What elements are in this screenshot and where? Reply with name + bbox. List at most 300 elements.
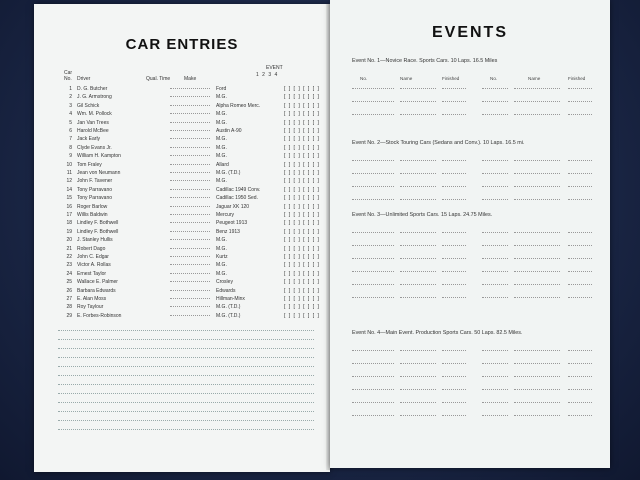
table-row bbox=[62, 253, 320, 261]
page-title: CAR ENTRIES bbox=[125, 36, 239, 53]
blank-line bbox=[58, 367, 314, 376]
event-checkboxes: [ ] [ ] [ ] [ ] bbox=[284, 287, 320, 294]
event-result-line bbox=[568, 199, 592, 200]
event-result-line bbox=[514, 173, 560, 174]
event-checkboxes: [ ] [ ] [ ] [ ] bbox=[284, 237, 320, 244]
car-number: 29 bbox=[66, 312, 72, 319]
event-result-line bbox=[442, 376, 466, 377]
table-row bbox=[62, 278, 320, 286]
event-result-line bbox=[352, 88, 394, 89]
event-result-line bbox=[442, 258, 466, 259]
car-make: M.G. (T.D.) bbox=[216, 304, 241, 311]
table-row bbox=[62, 110, 320, 118]
event-result-line bbox=[514, 376, 560, 377]
car-number: 3 bbox=[69, 102, 72, 109]
qual-time-blank bbox=[170, 155, 210, 156]
qual-time-blank bbox=[170, 197, 210, 198]
event-result-line bbox=[514, 402, 560, 403]
event-result-line bbox=[442, 402, 466, 403]
table-row bbox=[62, 144, 320, 152]
events-page bbox=[330, 0, 610, 468]
car-number: 14 bbox=[66, 186, 72, 193]
event-result-line bbox=[442, 88, 466, 89]
car-make: Ford bbox=[216, 86, 227, 92]
event-result-line bbox=[442, 199, 466, 200]
event-result-line bbox=[352, 297, 394, 298]
car-make: M.G. (T.D.) bbox=[216, 170, 241, 176]
car-make: Hillman-Minx bbox=[216, 296, 245, 302]
col-make: Make bbox=[184, 76, 197, 82]
car-make: M.G. bbox=[216, 237, 227, 244]
event-result-line bbox=[514, 271, 560, 272]
car-number: 2 bbox=[69, 94, 72, 101]
table-row bbox=[62, 303, 320, 311]
event-heading: Event No. 4—Main Event. Production Sports Cars. 50 Laps. 82.5 Miles. bbox=[352, 330, 523, 336]
event-result-line bbox=[400, 199, 436, 200]
event-result-line bbox=[482, 258, 508, 259]
qual-time-blank bbox=[170, 222, 210, 223]
event-result-line bbox=[352, 350, 394, 351]
event-heading: Event No. 1—Novice Race. Sports Cars. 10 Laps. 16.5 Miles bbox=[352, 58, 498, 64]
car-make: M.G. bbox=[216, 119, 227, 126]
table-row bbox=[62, 295, 320, 303]
blank-entry-lines bbox=[58, 322, 314, 430]
event-result-line bbox=[352, 363, 394, 364]
event-result-line bbox=[442, 186, 466, 187]
event-result-line bbox=[568, 376, 592, 377]
event-column-header: No. bbox=[490, 76, 498, 81]
blank-line bbox=[58, 331, 314, 340]
event-result-line bbox=[514, 297, 560, 298]
event-checkboxes: [ ] [ ] [ ] [ ] bbox=[284, 161, 320, 168]
car-number: 15 bbox=[66, 195, 72, 202]
qual-time-blank bbox=[170, 172, 210, 173]
car-number: 21 bbox=[66, 245, 72, 252]
event-checkboxes: [ ] [ ] [ ] [ ] bbox=[284, 296, 320, 302]
qual-time-blank bbox=[170, 281, 210, 282]
driver-name: Gil Schick bbox=[77, 102, 100, 109]
event-result-line bbox=[568, 88, 592, 89]
event-checkboxes: [ ] [ ] [ ] [ ] bbox=[284, 262, 320, 269]
car-make: Cadillac 1950 Sed. bbox=[216, 195, 258, 202]
col-event: EVENT bbox=[266, 65, 283, 71]
car-make: Mercury bbox=[216, 212, 235, 218]
car-number: 16 bbox=[66, 203, 72, 210]
car-make: Crosley bbox=[216, 279, 233, 286]
driver-name: E. Forbes-Robinson bbox=[77, 312, 122, 319]
event-checkboxes: [ ] [ ] [ ] [ ] bbox=[284, 178, 320, 185]
driver-name: Clyde Evans Jr. bbox=[77, 144, 112, 151]
table-row bbox=[62, 287, 320, 295]
table-row bbox=[62, 261, 320, 269]
qual-time-blank bbox=[170, 180, 210, 181]
event-result-line bbox=[514, 199, 560, 200]
event-result-line bbox=[400, 297, 436, 298]
blank-line bbox=[58, 340, 314, 349]
event-checkboxes: [ ] [ ] [ ] [ ] bbox=[284, 86, 320, 92]
event-result-line bbox=[352, 245, 394, 246]
driver-name: Victor A. Rollas bbox=[77, 262, 111, 269]
driver-name: Lindley F. Bothwell bbox=[77, 220, 119, 227]
event-result-line bbox=[400, 245, 436, 246]
event-checkboxes: [ ] [ ] [ ] [ ] bbox=[284, 136, 320, 143]
event-result-line bbox=[400, 173, 436, 174]
table-row bbox=[62, 177, 320, 185]
event-result-line bbox=[442, 363, 466, 364]
qual-time-blank bbox=[170, 122, 210, 123]
event-result-line bbox=[352, 258, 394, 259]
col-car: Car bbox=[64, 70, 73, 76]
driver-name: J. G. Armstrong bbox=[77, 94, 112, 101]
event-result-line bbox=[482, 297, 508, 298]
event-result-line bbox=[352, 232, 394, 233]
event-checkboxes: [ ] [ ] [ ] [ ] bbox=[284, 245, 320, 252]
event-result-line bbox=[514, 114, 560, 115]
event-result-line bbox=[482, 199, 508, 200]
car-number: 5 bbox=[69, 119, 72, 126]
car-number: 10 bbox=[66, 161, 72, 168]
event-heading: Event No. 3—Unlimited Sports Cars. 15 Laps. 24.75 Miles. bbox=[352, 212, 493, 218]
car-number: 18 bbox=[66, 220, 72, 227]
event-checkboxes: [ ] [ ] [ ] [ ] bbox=[284, 203, 320, 210]
table-row bbox=[62, 312, 320, 320]
qual-time-blank bbox=[170, 130, 210, 131]
event-result-line bbox=[400, 101, 436, 102]
car-make: M.G. bbox=[216, 94, 227, 101]
col-qual-time: Qual. Time bbox=[146, 76, 171, 82]
qual-time-blank bbox=[170, 96, 210, 97]
qual-time-blank bbox=[170, 189, 210, 190]
event-result-line bbox=[568, 350, 592, 351]
car-make: Alpha Romeo Merc. bbox=[216, 102, 261, 109]
event-result-line bbox=[352, 389, 394, 390]
table-row bbox=[62, 135, 320, 143]
event-column-header: Name bbox=[400, 76, 413, 81]
event-result-line bbox=[442, 114, 466, 115]
event-result-line bbox=[482, 389, 508, 390]
blank-line bbox=[58, 376, 314, 385]
car-make: Kurtz bbox=[216, 254, 228, 260]
driver-name: Tony Parravano bbox=[77, 186, 113, 193]
event-result-line bbox=[442, 160, 466, 161]
table-row bbox=[62, 169, 320, 177]
event-result-line bbox=[442, 415, 466, 416]
event-result-line bbox=[482, 271, 508, 272]
car-number: 23 bbox=[66, 262, 72, 269]
car-make: M.G. bbox=[216, 270, 227, 277]
event-result-line bbox=[482, 350, 508, 351]
qual-time-blank bbox=[170, 264, 210, 265]
event-result-line bbox=[442, 284, 466, 285]
driver-name: Jan Van Trees bbox=[77, 119, 109, 126]
qual-time-blank bbox=[170, 147, 210, 148]
table-row bbox=[62, 228, 320, 236]
event-result-line bbox=[482, 114, 508, 115]
table-row bbox=[62, 85, 320, 93]
car-number: 24 bbox=[66, 270, 72, 277]
car-number: 20 bbox=[66, 237, 72, 244]
table-row bbox=[62, 161, 320, 169]
event-result-line bbox=[514, 186, 560, 187]
event-result-line bbox=[568, 284, 592, 285]
car-make: M.G. bbox=[216, 144, 227, 151]
col-driver: Driver bbox=[77, 76, 91, 82]
car-make: Edwards bbox=[216, 287, 236, 294]
event-result-line bbox=[514, 258, 560, 259]
table-row bbox=[62, 236, 320, 244]
driver-name: Barbara Edwards bbox=[77, 287, 116, 294]
event-result-line bbox=[400, 350, 436, 351]
event-result-line bbox=[568, 297, 592, 298]
event-result-line bbox=[514, 389, 560, 390]
qual-time-blank bbox=[170, 306, 210, 307]
event-result-line bbox=[568, 186, 592, 187]
car-make: M.G. bbox=[216, 178, 227, 185]
event-result-line bbox=[568, 114, 592, 115]
driver-name: Tony Parravano bbox=[77, 195, 113, 202]
event-result-line bbox=[442, 297, 466, 298]
table-row bbox=[62, 245, 320, 253]
driver-name: Wm. M. Pollock bbox=[77, 111, 112, 118]
event-result-line bbox=[352, 186, 394, 187]
car-number: 11 bbox=[66, 170, 72, 176]
driver-name: Robert Dago bbox=[77, 245, 106, 252]
event-checkboxes: [ ] [ ] [ ] [ ] bbox=[284, 279, 320, 286]
event-result-line bbox=[568, 101, 592, 102]
car-number: 17 bbox=[66, 212, 72, 218]
car-make: Peugeot 1913 bbox=[216, 220, 248, 227]
event-result-line bbox=[568, 389, 592, 390]
blank-line bbox=[58, 385, 314, 394]
event-result-line bbox=[352, 199, 394, 200]
event-result-line bbox=[482, 376, 508, 377]
event-checkboxes: [ ] [ ] [ ] [ ] bbox=[284, 270, 320, 277]
table-row bbox=[62, 152, 320, 160]
event-result-line bbox=[568, 402, 592, 403]
event-result-line bbox=[400, 114, 436, 115]
event-result-line bbox=[400, 160, 436, 161]
car-number: 28 bbox=[66, 304, 72, 311]
event-result-line bbox=[568, 245, 592, 246]
qual-time-blank bbox=[170, 256, 210, 257]
table-row bbox=[62, 119, 320, 127]
qual-time-blank bbox=[170, 113, 210, 114]
table-row bbox=[62, 194, 320, 202]
event-result-line bbox=[442, 389, 466, 390]
car-make: M.G. bbox=[216, 111, 227, 118]
event-result-line bbox=[400, 232, 436, 233]
car-entries-page bbox=[34, 4, 330, 472]
table-row bbox=[62, 127, 320, 135]
event-result-line bbox=[514, 284, 560, 285]
event-checkboxes: [ ] [ ] [ ] [ ] bbox=[284, 195, 320, 202]
event-result-line bbox=[400, 415, 436, 416]
table-row bbox=[62, 219, 320, 227]
event-column-header: Finished bbox=[442, 76, 460, 81]
event-result-line bbox=[482, 232, 508, 233]
car-number: 9 bbox=[69, 153, 72, 160]
driver-name: Lindley F. Bothwell bbox=[77, 228, 119, 235]
event-checkboxes: [ ] [ ] [ ] [ ] bbox=[284, 119, 320, 126]
event-result-line bbox=[482, 101, 508, 102]
event-result-line bbox=[352, 376, 394, 377]
event-result-line bbox=[568, 160, 592, 161]
car-make: Allard bbox=[216, 161, 229, 168]
event-result-line bbox=[352, 271, 394, 272]
event-result-line bbox=[482, 402, 508, 403]
qual-time-blank bbox=[170, 206, 210, 207]
event-result-line bbox=[400, 271, 436, 272]
event-result-line bbox=[352, 173, 394, 174]
event-checkboxes: [ ] [ ] [ ] [ ] bbox=[284, 186, 320, 193]
event-result-line bbox=[482, 363, 508, 364]
event-checkboxes: [ ] [ ] [ ] [ ] bbox=[284, 102, 320, 109]
table-row bbox=[62, 102, 320, 110]
blank-line bbox=[58, 358, 314, 367]
blank-line bbox=[58, 421, 314, 430]
blank-line bbox=[58, 394, 314, 403]
event-result-line bbox=[568, 173, 592, 174]
event-column-header: Name bbox=[528, 76, 541, 81]
event-result-line bbox=[442, 101, 466, 102]
event-result-line bbox=[514, 232, 560, 233]
car-make: M.G. (T.D.) bbox=[216, 312, 241, 319]
driver-name: John C. Edgar bbox=[77, 254, 109, 260]
car-number: 22 bbox=[66, 254, 72, 260]
driver-name: Harold McBee bbox=[77, 128, 109, 134]
car-make: M.G. bbox=[216, 153, 227, 160]
page-title-events: EVENTS bbox=[431, 24, 508, 41]
event-result-line bbox=[442, 232, 466, 233]
car-number: 8 bbox=[69, 144, 72, 151]
event-result-line bbox=[482, 186, 508, 187]
qual-time-blank bbox=[170, 138, 210, 139]
event-result-line bbox=[482, 415, 508, 416]
car-number: 26 bbox=[66, 287, 72, 294]
car-make: Benz 1913 bbox=[216, 228, 240, 235]
event-checkboxes: [ ] [ ] [ ] [ ] bbox=[284, 144, 320, 151]
car-number: 1 bbox=[69, 86, 72, 92]
event-result-line bbox=[442, 271, 466, 272]
event-result-line bbox=[482, 245, 508, 246]
driver-name: Jack Early bbox=[77, 136, 101, 143]
event-checkboxes: [ ] [ ] [ ] [ ] bbox=[284, 254, 320, 260]
driver-name: John F. Tavener bbox=[77, 178, 113, 185]
car-number: 7 bbox=[69, 136, 72, 143]
event-column-header: Finished bbox=[568, 76, 586, 81]
blank-line bbox=[58, 322, 314, 331]
driver-name: E. Alan Moss bbox=[77, 296, 107, 302]
event-result-line bbox=[352, 160, 394, 161]
event-result-line bbox=[514, 101, 560, 102]
table-row bbox=[62, 211, 320, 219]
event-checkboxes: [ ] [ ] [ ] [ ] bbox=[284, 170, 320, 176]
event-checkboxes: [ ] [ ] [ ] [ ] bbox=[284, 111, 320, 118]
event-result-line bbox=[568, 363, 592, 364]
car-number: 19 bbox=[66, 228, 72, 235]
event-checkboxes: [ ] [ ] [ ] [ ] bbox=[284, 220, 320, 227]
driver-name: Roger Barlow bbox=[77, 203, 108, 210]
event-result-line bbox=[568, 258, 592, 259]
driver-name: Ernest Taylor bbox=[77, 270, 107, 277]
col-event-nums: 1 2 3 4 bbox=[256, 72, 279, 78]
event-result-line bbox=[482, 88, 508, 89]
qual-time-blank bbox=[170, 214, 210, 215]
table-row bbox=[62, 93, 320, 101]
event-result-line bbox=[352, 402, 394, 403]
car-number: 4 bbox=[69, 111, 72, 118]
event-result-line bbox=[400, 389, 436, 390]
event-result-line bbox=[352, 114, 394, 115]
event-result-line bbox=[442, 173, 466, 174]
car-make: Cadillac 1949 Conv. bbox=[216, 186, 261, 193]
event-result-line bbox=[514, 88, 560, 89]
blank-line bbox=[58, 412, 314, 421]
driver-name: Jean von Neumann bbox=[77, 170, 121, 176]
event-checkboxes: [ ] [ ] [ ] [ ] bbox=[284, 304, 320, 311]
event-result-line bbox=[400, 402, 436, 403]
event-checkboxes: [ ] [ ] [ ] [ ] bbox=[284, 153, 320, 160]
table-row bbox=[62, 270, 320, 278]
blank-line bbox=[58, 403, 314, 412]
event-result-line bbox=[514, 245, 560, 246]
car-number: 6 bbox=[69, 128, 72, 134]
blank-line bbox=[58, 349, 314, 358]
event-result-line bbox=[482, 173, 508, 174]
event-result-line bbox=[442, 245, 466, 246]
event-result-line bbox=[514, 415, 560, 416]
table-row bbox=[62, 186, 320, 194]
event-result-line bbox=[482, 284, 508, 285]
event-result-line bbox=[568, 232, 592, 233]
event-result-line bbox=[514, 363, 560, 364]
qual-time-blank bbox=[170, 273, 210, 274]
table-row bbox=[62, 203, 320, 211]
driver-name: William H. Kampton bbox=[77, 153, 121, 160]
car-make: Jaguar XK 120 bbox=[216, 203, 250, 210]
event-checkboxes: [ ] [ ] [ ] [ ] bbox=[284, 128, 320, 134]
car-make: M.G. bbox=[216, 262, 227, 269]
event-result-line bbox=[442, 350, 466, 351]
driver-name: Tom Fraley bbox=[77, 161, 102, 168]
event-result-line bbox=[568, 271, 592, 272]
qual-time-blank bbox=[170, 88, 210, 89]
event-column-header: No. bbox=[360, 76, 368, 81]
car-number: 27 bbox=[66, 296, 72, 302]
car-make: M.G. bbox=[216, 136, 227, 143]
event-result-line bbox=[514, 350, 560, 351]
car-number: 12 bbox=[66, 178, 72, 185]
qual-time-blank bbox=[170, 239, 210, 240]
car-make: Austin A-90 bbox=[216, 128, 242, 134]
event-result-line bbox=[400, 376, 436, 377]
driver-name: D. G. Butcher bbox=[77, 86, 108, 92]
car-make: M.G. bbox=[216, 245, 227, 252]
event-result-line bbox=[400, 363, 436, 364]
driver-name: Roy Taylour bbox=[77, 304, 104, 311]
driver-name: Willis Baldwin bbox=[77, 212, 108, 218]
event-checkboxes: [ ] [ ] [ ] [ ] bbox=[284, 312, 320, 319]
qual-time-blank bbox=[170, 290, 210, 291]
event-result-line bbox=[400, 284, 436, 285]
col-no: No. bbox=[64, 76, 72, 82]
event-result-line bbox=[568, 415, 592, 416]
qual-time-blank bbox=[170, 298, 210, 299]
event-checkboxes: [ ] [ ] [ ] [ ] bbox=[284, 212, 320, 218]
event-result-line bbox=[352, 101, 394, 102]
driver-name: J. Stanley Hullis bbox=[77, 237, 113, 244]
event-result-line bbox=[482, 160, 508, 161]
